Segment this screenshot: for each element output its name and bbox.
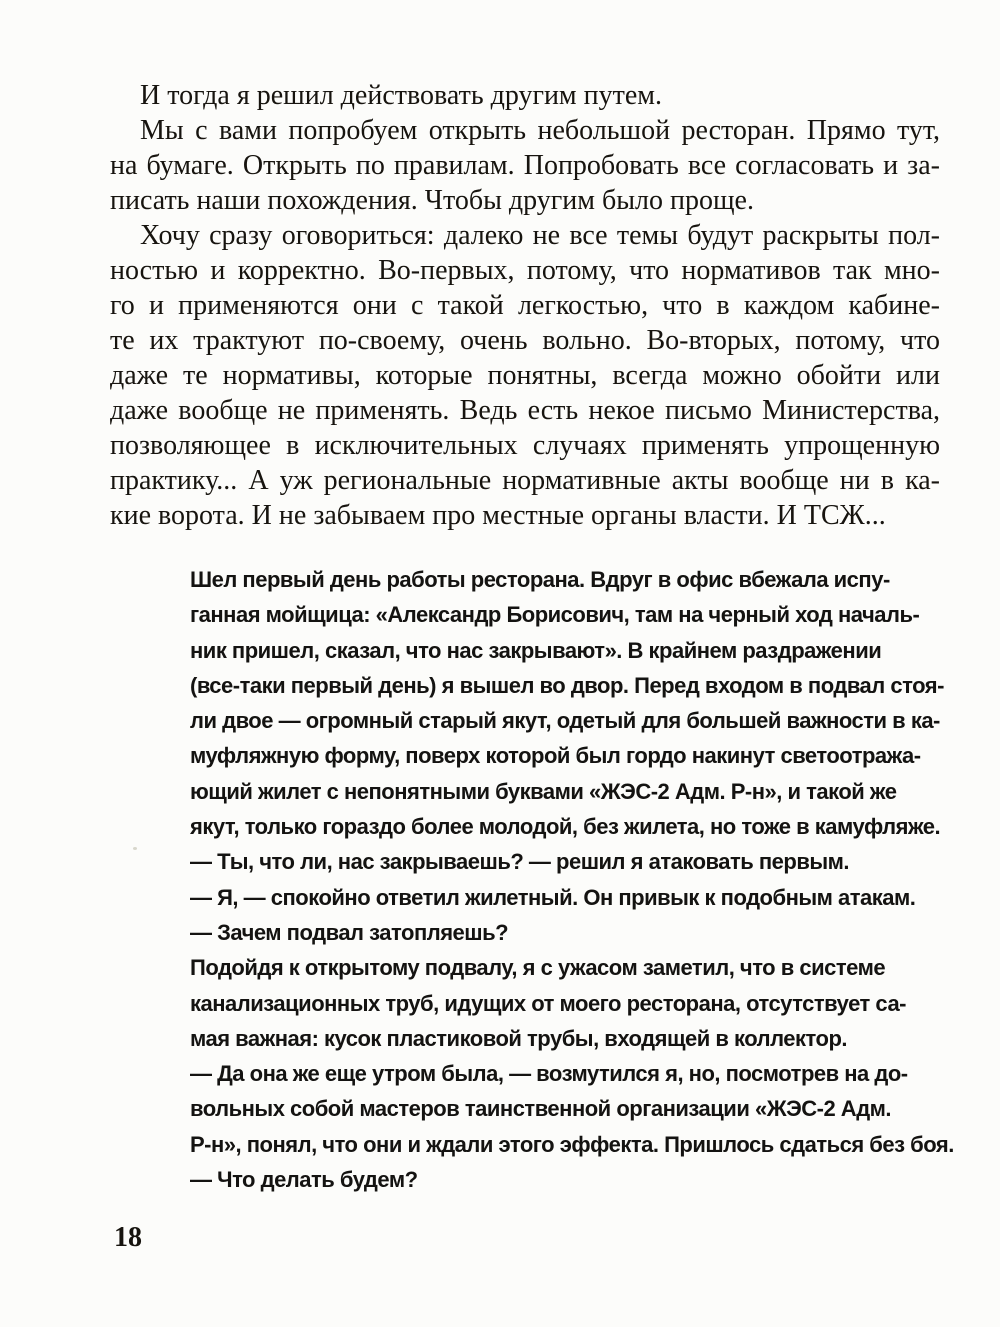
excerpt-text-line: — Что делать будем? [190, 1167, 418, 1193]
body-text-line: те их трактуют по-своему, очень вольно. Во-вторых, потому, что [110, 325, 940, 356]
excerpt-text-line: Подойдя к открытому подвалу, я с ужасом заметил, что в системе [190, 955, 886, 981]
excerpt-text-line: ли двое — огромный старый якут, одетый для большей важности в ка- [190, 708, 940, 734]
excerpt-text-line: Р-н», понял, что они и ждали этого эффекта. Пришлось сдаться без боя. [190, 1131, 954, 1157]
excerpt-text-line: — Ты, что ли, нас закрываешь? — решил я атаковать первым. [190, 849, 850, 875]
excerpt-text-line: ющий жилет с непонятными буквами «ЖЭС-2 Адм. Р-н», и такой же [190, 778, 897, 804]
body-text-line: кие ворота. И не забываем про местные органы власти. И ТСЖ... [110, 500, 886, 531]
excerpt-text-line: мая важная: кусок пластиковой трубы, входящей в коллектор. [190, 1025, 848, 1051]
body-text-line: ностью и корректно. Во-первых, потому, что нормативов так мно- [110, 255, 940, 286]
body-text-line: практику... А уж региональные нормативные акты вообще ни в ка- [110, 465, 940, 496]
body-text-line: на бумаге. Открыть по правилам. Попробовать все согласовать и за- [110, 150, 940, 181]
excerpt-text-line: — Я, — спокойно ответил жилетный. Он привык к подобным атакам. [190, 884, 916, 910]
body-text-line: позволяющее в исключительных случаях применять упрощенную [110, 430, 940, 461]
body-text-line: Хочу сразу оговориться: далеко не все темы будут раскрыты пол- [140, 220, 940, 251]
excerpt-text-line: муфляжную форму, поверх которой был гордо накинут светоотража- [190, 743, 921, 769]
body-text-line: даже вообще не применять. Ведь есть некое письмо Министерства, [110, 395, 940, 426]
body-text-line: Мы с вами попробуем открыть небольшой ресторан. Прямо тут, [140, 115, 940, 146]
excerpt-text-line: ник пришел, сказал, что нас закрывают». В крайнем раздражении [190, 637, 882, 663]
excerpt-block [190, 562, 954, 1197]
body-text-line: писать наши похождения. Чтобы другим было проще. [110, 185, 754, 216]
excerpt-text-line: — Зачем подвал затопляешь? [190, 919, 509, 945]
excerpt-text-line: вольных собой мастеров таинственной организации «ЖЭС-2 Адм. [190, 1096, 892, 1122]
excerpt-text-line: Шел первый день работы ресторана. Вдруг в офис вбежала испу- [190, 567, 890, 592]
body-text-line: го и применяются они с такой легкостью, что в каждом кабине- [110, 290, 940, 321]
excerpt-text-line: ганная мойщица: «Александр Борисович, там на черный ход началь- [190, 602, 920, 628]
body-text-line: И тогда я решил действовать другим путем. [140, 80, 663, 111]
excerpt-text-line: якут, только гораздо более молодой, без жилета, но тоже в камуфляже. [190, 814, 941, 840]
excerpt-text-line: — Да она же еще утром была, — возмутился я, но, посмотрев на до- [190, 1061, 908, 1087]
page-number: 18 [114, 1222, 142, 1253]
scan-speck [133, 847, 137, 850]
main-text-block [110, 78, 940, 533]
body-text-line: даже те нормативы, которые понятны, всегда можно обойти или [110, 360, 940, 391]
excerpt-text-line: (все-таки первый день) я вышел во двор. Перед входом в подвал стоя- [190, 672, 944, 698]
excerpt-text-line: канализационных труб, идущих от моего ресторана, отсутствует са- [190, 990, 906, 1016]
